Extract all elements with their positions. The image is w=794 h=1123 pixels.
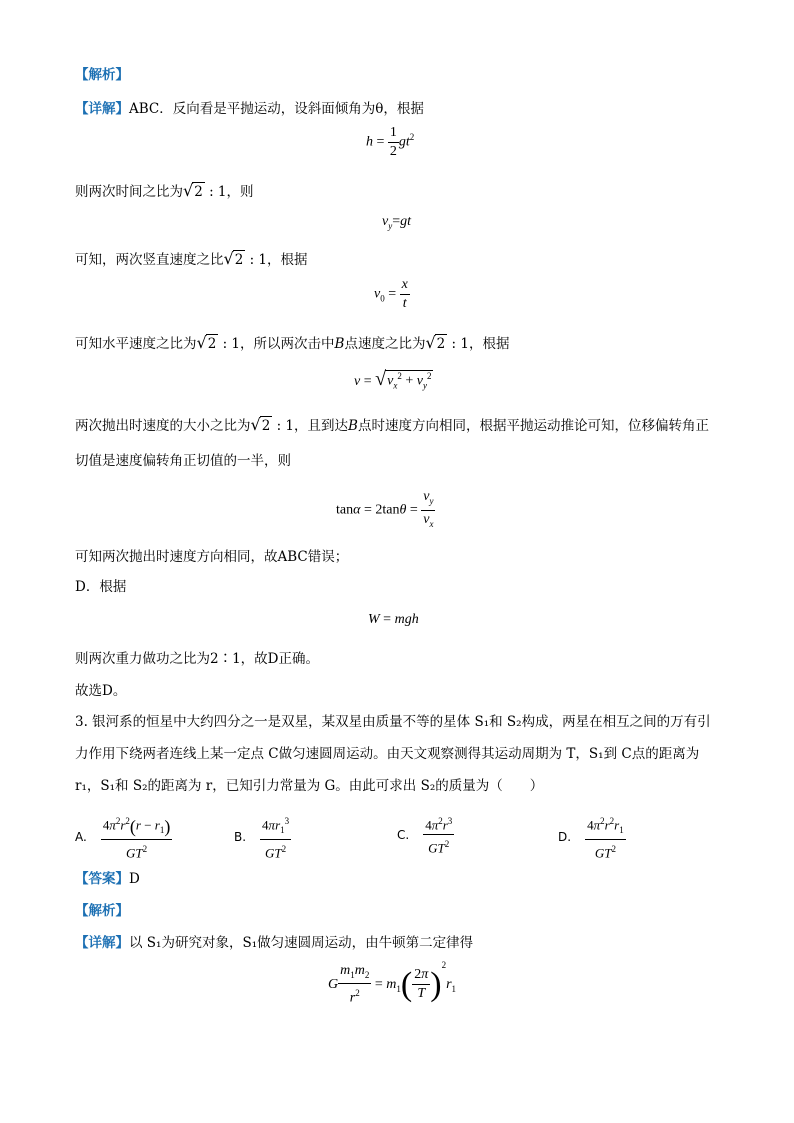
formula-v0-x-over-t: $v_0$ = $\frac{x}{t}$: [374, 277, 408, 311]
paragraph-conclusion-abc: 可知两次抛出时速度方向相同，故ABC错误；: [75, 549, 349, 565]
formula-v-sqrt: $v = √v_x^2 + v_y^2$: [354, 368, 432, 391]
formula-newton-second-law: G $\frac{m_1m_2}{r^2}$ = $m_1$( $\frac{2\pi}{T}$ )$^2r_1$: [328, 960, 457, 1006]
option-a[interactable]: A. $\frac{4\pi^2r^2(r - r_1)}{GT^2}$: [75, 816, 171, 861]
question3-line1: 3. 银河系的恒星中大约四分之一是双星，某双星由质量不等的星体 S₁和 S₂构成，两星在相互之间的万有引: [75, 714, 711, 730]
formula-h-half-gt2: h = $\frac{1}{2}$ $gt^2$: [366, 125, 415, 159]
question3-line3: r₁，S₁和 S₂的距离为 r，已知引力常量为 G。由此可求出 S₂的质量为（ ）: [75, 778, 544, 794]
paragraph-d-basis: D．根据: [75, 579, 127, 595]
question3-line2: 力作用下绕两者连线上某一定点 C做匀速圆周运动。由天文观察测得其运动周期为 T，S₁到 C点的距离为: [75, 746, 700, 762]
option-c[interactable]: C. $\frac{4\pi^2r^3}{GT^2}$: [397, 816, 453, 856]
analysis-label-2: 【解析】: [75, 903, 129, 919]
paragraph-tangent: 切值是速度偏转角正切值的一半，则: [75, 453, 291, 469]
paragraph-vertical-speed: 可知，两次竖直速度之比√2 : 1，根据: [75, 249, 308, 268]
paragraph-time-ratio: 则两次时间之比为√2 : 1，则: [75, 181, 254, 200]
detail-paragraph-1: [75, 100, 424, 118]
formula-vy-gt: $v_y=gt$: [382, 214, 412, 231]
analysis-label: 【解析】: [75, 67, 129, 83]
detail-label-2: 【详解】: [75, 935, 129, 951]
paragraph-speed-ratio: 两次抛出时速度的大小之比为√2 : 1，且到达B点时速度方向相同，根据平抛运动推论可知，位移偏转角正: [75, 415, 709, 434]
paragraph-select-d: 故选D。: [75, 683, 127, 699]
answer-line: [75, 870, 140, 888]
detail-text: ABC．反向看是平抛运动，设斜面倾角为θ，根据: [129, 101, 424, 117]
option-b[interactable]: B. $\frac{4\pi r_1^3}{GT^2}$: [234, 816, 290, 861]
detail-label: 【详解】: [75, 101, 129, 117]
option-d[interactable]: D. $\frac{4\pi^2r^2r_1}{GT^2}$: [558, 816, 624, 861]
paragraph-gravity-work: 则两次重力做功之比为2∶1，故D正确。: [75, 651, 320, 667]
paragraph-horizontal-speed: 可知水平速度之比为√2 : 1，所以两次击中B点速度之比为√2 : 1，根据: [75, 333, 510, 352]
answer-value: D: [129, 871, 140, 887]
formula-tan: tanα = 2tanθ = $\frac{v_y}{v_x}$: [336, 488, 435, 533]
detail-paragraph-2: 【详解】以 S₁为研究对象，S₁做匀速圆周运动，由牛顿第二定律得: [75, 935, 474, 951]
formula-w-mgh: W = mgh: [368, 612, 419, 627]
answer-label: 【答案】: [75, 871, 129, 887]
